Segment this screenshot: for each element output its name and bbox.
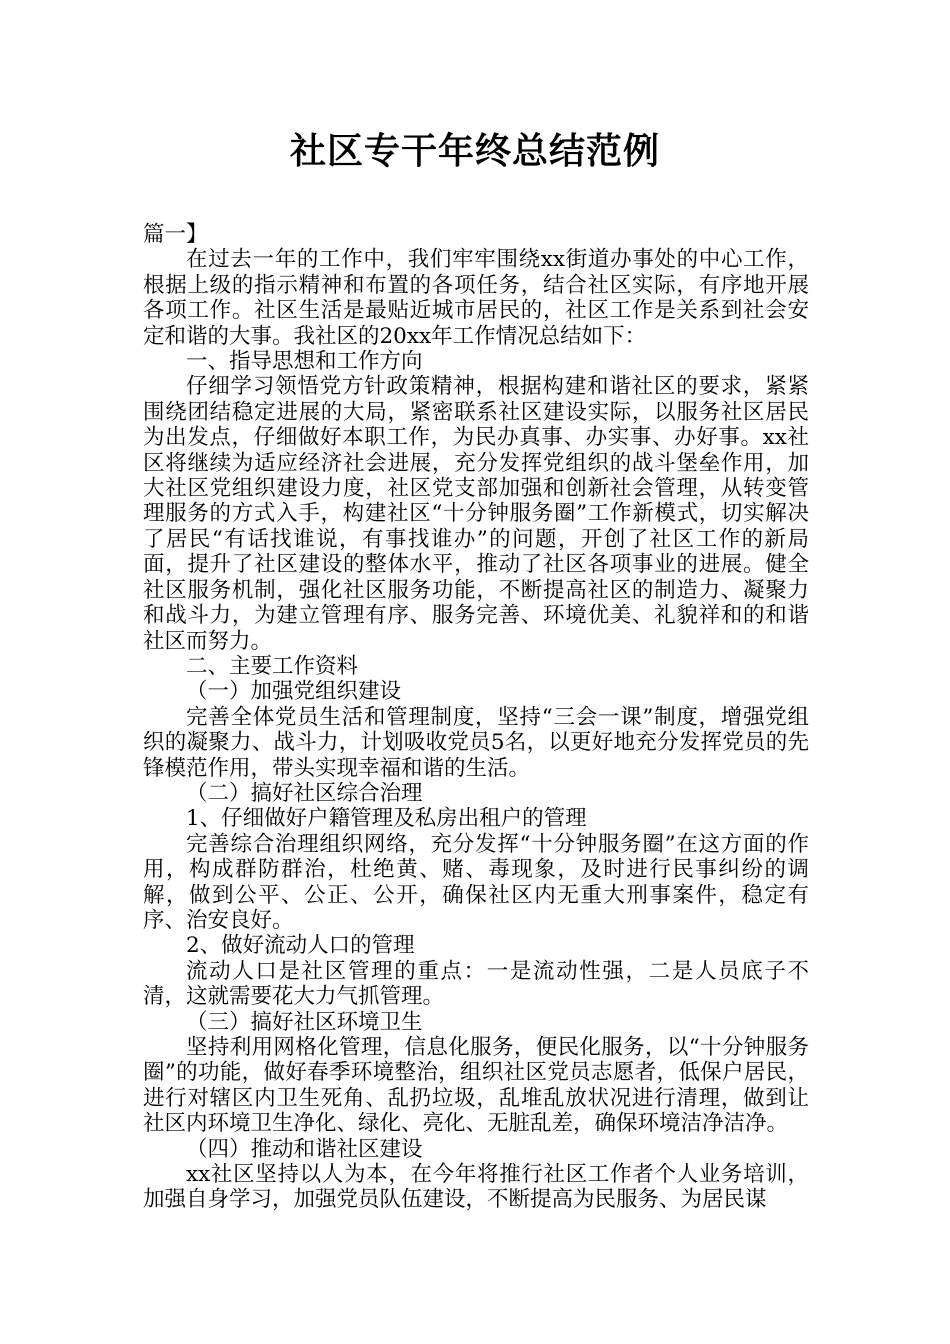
subsection-heading: （一）加强党组织建设 [186, 679, 402, 705]
subsection-heading: （四）推动和谐社区建设 [186, 1136, 423, 1162]
paragraph: 流动人口是社区管理的重点：一是流动性强，二是人员底子不清，这就需要花大力气抓管理。 [143, 958, 809, 1010]
paragraph: 完善全体党员生活和管理制度，坚持“三会一课”制度，增强党组织的凝聚力、战斗力，计划吸收党员5名，以更好地充分发挥党员的先锋模范作用，带头实现幸福和谐的生活。 [143, 704, 809, 781]
subsection-heading: （二）搞好社区综合治理 [186, 780, 423, 806]
item-heading: 2、做好流动人口的管理 [186, 933, 415, 959]
subsection-heading: （三）搞好社区环境卫生 [186, 1009, 423, 1035]
item-heading: 1、仔细做好户籍管理及私房出租户的管理 [186, 806, 587, 832]
section-heading: 一、指导思想和工作方向 [186, 349, 423, 375]
section-heading: 二、主要工作资料 [186, 653, 359, 679]
paragraph: 仔细学习领悟党方针政策精神，根据构建和谐社区的要求，紧紧围绕团结稳定进展的大局，紧密联系社区建设实际，以服务社区居民为出发点，仔细做好本职工作，为民办真事、办实事、办好事。xx社区将继续为适应经济社会进展，充分发挥党组织的战斗堡垒作用，加大社区党组织建设力度，社区党支部加强和创新社会管理，从转变管理服务的方式入手，构建社区“十分钟服务圈”工作新模式，切实解决了居民“有话找谁说，有事找谁办”的问题，开创了社区工作的新局面，提升了社区建设的整体水平，推动了社区各项事业的进展。健全社区服务机制，强化社区服务功能，不断提高社区的制造力、凝聚力和战斗力，为建立管理有序、服务完善、环境优美、礼貌祥和的和谐社区而努力。 [143, 374, 809, 654]
paragraph: 坚持利用网格化管理，信息化服务，便民化服务，以“十分钟服务圈”的功能，做好春季环境整治，组织社区党员志愿者，低保户居民，进行对辖区内卫生死角、乱扔垃圾，乱堆乱放状况进行清理，做到让社区内环境卫生净化、绿化、亮化、无脏乱差，确保环境洁净洁净。 [143, 1035, 809, 1137]
document-title: 社区专干年终总结范例 [289, 131, 660, 172]
document-body [143, 222, 809, 1213]
paragraph: xx社区坚持以人为本，在今年将推行社区工作者个人业务培训，加强自身学习，加强党员队伍建设，不断提高为民服务、为居民谋 [143, 1162, 809, 1213]
paragraph: 在过去一年的工作中，我们牢牢围绕xx街道办事处的中心工作，根据上级的指示精神和布置的各项任务，结合社区实际，有序地开展各项工作。社区生活是最贴近城市居民的，社区工作是关系到社会安定和谐的大事。我社区的20xx年工作情况总结如下： [143, 247, 809, 349]
paragraph: 完善综合治理组织网络，充分发挥“十分钟服务圈”在这方面的作用，构成群防群治，杜绝黄、赌、毒现象，及时进行民事纠纷的调解，做到公平、公正、公开，确保社区内无重大刑事案件，稳定有序、治安良好。 [143, 831, 809, 933]
section-label: 篇一】 [143, 222, 208, 247]
